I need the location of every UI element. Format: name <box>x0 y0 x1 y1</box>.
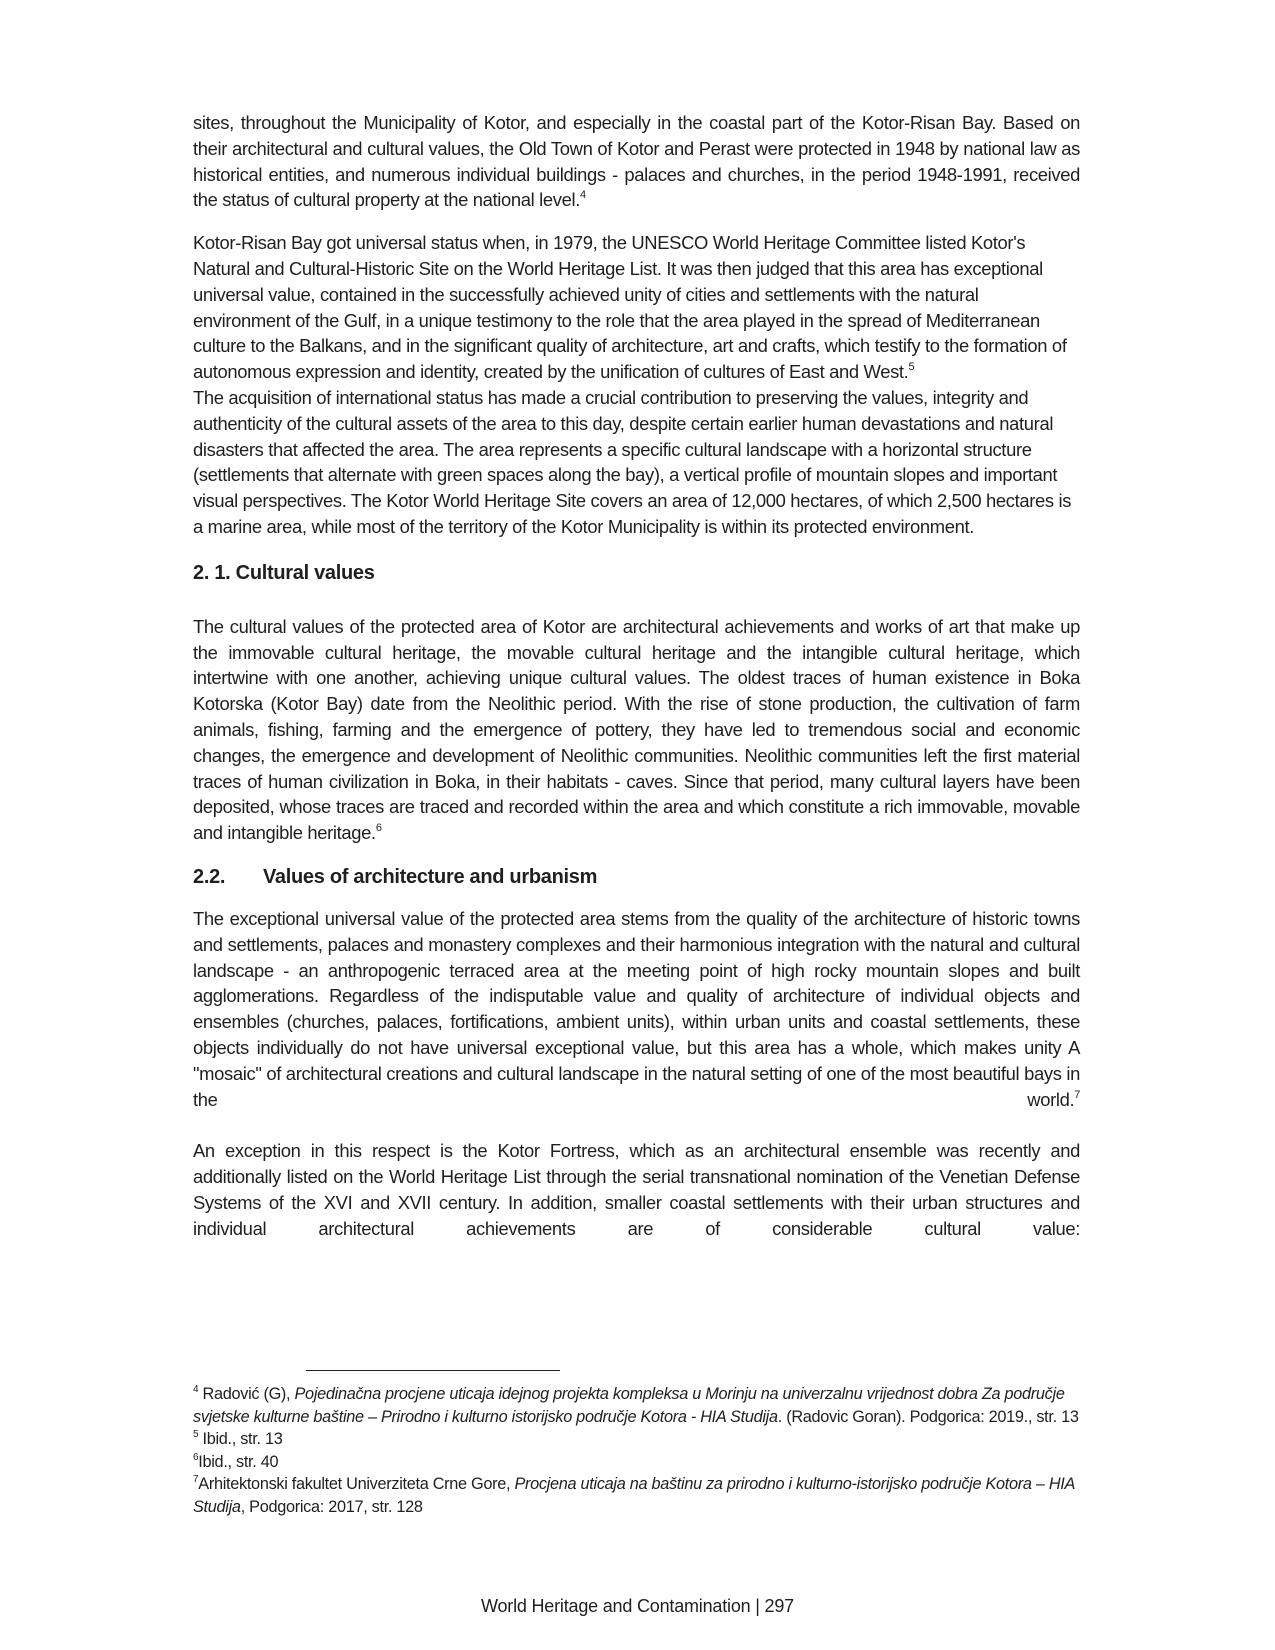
paragraph-text: Kotor-Risan Bay got universal status when, in 1979, the UNESCO World Heritage Committee listed Kotor's Natural and Cultural-Historic Site on the World Heritage List. It was then judged that this area has exceptional universal value, contained in the successfully achieved unity of cities and settlements with the natural environment of the Gulf, in a unique testimony to the role that the area played in the spread of Mediterranean culture to the Balkans, and in the significant quality of architecture, art and crafts, which testify to the formation of autonomous expression and identity, created by the unification of cultures of East and West. <box>193 232 1067 383</box>
paragraph-unesco-status <box>193 230 1080 385</box>
footnote-text: Ibid., str. 40 <box>198 1452 279 1471</box>
footnote-ref-5[interactable]: 5 <box>908 361 915 374</box>
footnote-ref-4[interactable]: 4 <box>579 189 586 202</box>
footnote-author: Radović (G), <box>202 1385 295 1403</box>
section-heading-architecture <box>193 864 1080 890</box>
footnote-divider <box>306 1370 560 1371</box>
paragraph-text: The cultural values of the protected area of Kotor are architectural achievements and works of art that make up the immovable cultural heritage, the movable cultural heritage and the intangible cultural heritage, which intertwine with one another, achieving unique cultural values. The oldest traces of human existence in Boka Kotorska (Kotor Bay) date from the Neolithic period. With the rise of stone production, the cultivation of farm animals, fishing, farming and the emergence of pottery, they have led to tremendous social and economic changes, the emergence and development of Neolithic communities. Neolithic communities left the first material traces of human civilization in Boka, in their habitats - caves. Since that period, many cultural layers have been deposited, whose traces are traced and recorded within the area and which constitute a rich immovable, movable and intangible heritage. <box>193 615 1080 844</box>
footnote-5 <box>193 1428 1093 1451</box>
footnote-number: 5 <box>193 1429 199 1440</box>
footnote-6 <box>193 1451 1093 1474</box>
footnote-title: Pojedinačna procjene uticaja idejnog projekta kompleksa u Morinju na univerzalnu vrijednost dobra Za područje svjetske kulturne baštine – Prirodno i kulturno istorijsko područje Kotora - HIA Studija <box>193 1385 1065 1426</box>
footnote-ref-7[interactable]: 7 <box>1074 1088 1080 1101</box>
footnote-number: 4 <box>193 1384 199 1395</box>
page-footer: World Heritage and Contamination | 297 <box>481 1596 794 1616</box>
footnote-4 <box>193 1383 1093 1428</box>
footnote-author: Arhitektonski fakultet Univerziteta Crne Gore, <box>198 1475 515 1493</box>
footnote-details: , Podgorica: 2017, str. 128 <box>240 1497 423 1516</box>
section-title: Values of architecture and urbanism <box>263 865 598 888</box>
paragraph-cultural-values <box>193 614 1080 846</box>
footnote-details: . (Radovic Goran). Podgorica: 2019., str. 13 <box>777 1407 1079 1426</box>
footnote-ref-6[interactable]: 6 <box>375 822 382 835</box>
paragraph-heritage-protection <box>193 110 1080 213</box>
footnote-title: Procjena uticaja na baštinu za prirodno i kulturno-istorijsko područje Kotora – HIA Studija <box>193 1475 1075 1516</box>
footnote-number: 6 <box>193 1451 199 1463</box>
paragraph-text: sites, throughout the Municipality of Kotor, and especially in the coastal part of the Kotor-Risan Bay. Based on their architectural and cultural values, the Old Town of Kotor and Perast were protected in 1948 by national law as historical entities, and numerous individual buildings - palaces and churches, in the period 1948-1991, received the status of cultural property at the national level. <box>193 112 1080 211</box>
footnotes <box>193 1383 1093 1518</box>
paragraph-architecture-value <box>193 906 1080 1112</box>
paragraph-text: The exceptional universal value of the protected area stems from the quality of the architecture of historic towns and settlements, palaces and monastery complexes and their harmonious integration with the natural and cultural landscape - an anthropogenic terraced area at the meeting point of high rocky mountain slopes and built agglomerations. Regardless of the indisputable value and quality of architecture of individual objects and ensembles (churches, palaces, fortifications, ambient units), within urban units and coastal settlements, these objects individually do not have universal exceptional value, but this area has a whole, which makes unity A "mosaic" of architectural creations and cultural landscape in the natural setting of one of the most beautiful bays in the world. <box>193 907 1080 1110</box>
paragraph-kotor-fortress: An exception in this respect is the Kotor Fortress, which as an architectural ensemble was recently and additionally listed on the World Heritage List through the serial transnational nomination of the Venetian Defense Systems of the XVI and XVII century. In addition, smaller coastal settlements with their urban structures and individual architectural achievements are of considerable cultural value: <box>193 1140 1080 1239</box>
footnote-number: 7 <box>193 1474 199 1485</box>
section-number: 2.2. <box>193 865 226 888</box>
paragraph-international-status: The acquisition of international status has made a crucial contribution to preserving the values, integrity and authenticity of the cultural assets of the area to this day, despite certain earlier human devastations and natural disasters that affected the area. The area represents a specific cultural landscape with a horizontal structure (settlements that alternate with green spaces along the bay), a vertical profile of mountain slopes and important visual perspectives. The Kotor World Heritage Site covers an area of 12,000 hectares, of which 2,500 hectares is a marine area, while most of the territory of the Kotor Municipality is within its protected environment. <box>193 386 1072 537</box>
section-heading-cultural-values: 2. 1. Cultural values <box>193 561 375 584</box>
footnote-text: Ibid., str. 13 <box>198 1430 283 1448</box>
page-body <box>193 110 1080 1241</box>
footnote-7 <box>193 1473 1093 1518</box>
